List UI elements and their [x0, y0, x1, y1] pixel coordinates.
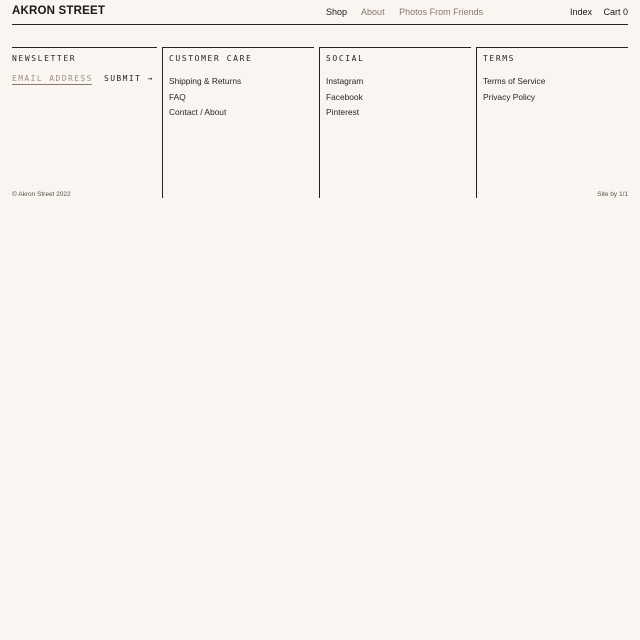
submit-button[interactable]: SUBMIT → — [104, 74, 154, 83]
terms-section — [476, 47, 628, 198]
site-credit-link[interactable]: Site by 1/1 — [597, 191, 628, 198]
social-links — [326, 74, 363, 121]
social-title: SOCIAL — [326, 54, 365, 63]
cart-link[interactable]: Cart 0 — [603, 7, 628, 17]
email-input[interactable]: EMAIL ADDRESS — [12, 74, 93, 83]
link-terms-of-service[interactable]: Terms of Service — [483, 76, 546, 86]
customer-care-title: CUSTOMER CARE — [169, 54, 253, 63]
customer-care-links — [169, 74, 241, 121]
link-instagram[interactable]: Instagram — [326, 76, 364, 86]
social-section — [319, 47, 471, 198]
link-privacy-policy[interactable]: Privacy Policy — [483, 91, 536, 102]
nav-shop[interactable]: Shop — [326, 7, 348, 17]
utility-nav — [561, 7, 628, 17]
customer-care-section — [162, 47, 314, 198]
link-pinterest[interactable]: Pinterest — [326, 107, 360, 117]
copyright-text: © Akron Street 2022 — [12, 191, 71, 198]
link-facebook[interactable]: Facebook — [326, 91, 363, 102]
link-faq[interactable]: FAQ — [169, 91, 186, 102]
site-logo[interactable]: AKRON STREET — [12, 5, 106, 17]
newsletter-section — [12, 47, 157, 198]
nav-index[interactable]: Index — [569, 7, 592, 17]
terms-title: TERMS — [483, 54, 516, 63]
nav-about[interactable]: About — [361, 7, 385, 17]
link-contact-about[interactable]: Contact / About — [169, 107, 227, 117]
newsletter-title: NEWSLETTER — [12, 54, 77, 63]
link-shipping-returns[interactable]: Shipping & Returns — [169, 76, 242, 86]
nav-photos-from-friends[interactable]: Photos From Friends — [399, 7, 484, 17]
terms-links — [483, 74, 545, 105]
site-header — [12, 0, 628, 25]
main-nav — [326, 7, 495, 17]
